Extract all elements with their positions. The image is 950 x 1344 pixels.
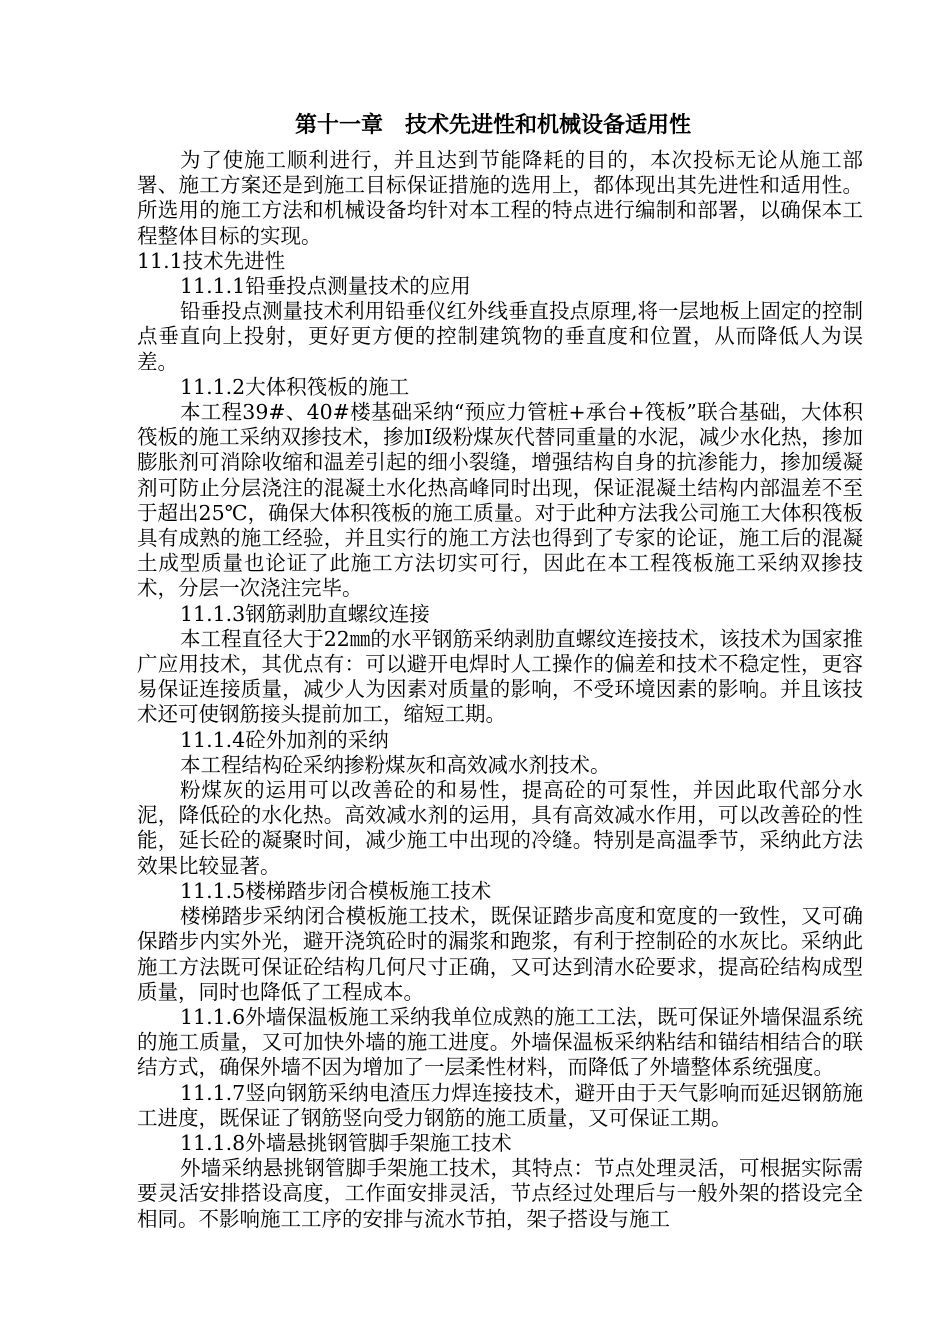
paragraph: 外墙采纳悬挑钢管脚手架施工技术，其特点：节点处理灵活，可根据实际需要灵活安排搭设高度，工作面安排灵活，节点经过处理后与一般外架的搭设完全相同。不影响施工工序的安排与流水节拍，架子搭设与施工 (137, 1156, 863, 1231)
paragraph: 楼梯踏步采纳闭合模板施工技术，既保证踏步高度和宽度的一致性，又可确保踏步内实外光，避开浇筑砼时的漏浆和跑浆，有利于控制砼的水灰比。采纳此施工方法既可保证砼结构几何尺寸正确，又可达到清水砼要求，提高砼结构成型质量，同时也降低了工程成本。 (137, 904, 863, 1004)
paragraph: 11.1.1铅垂投点测量技术的应用 (180, 274, 471, 299)
document-body (137, 148, 863, 1232)
paragraph: 11.1.3钢筋剥肋直螺纹连接 (180, 601, 430, 626)
paragraph: 11.1.6外墙保温板施工采纳我单位成熟的施工工法，既可保证外墙保温系统的施工质量，又可加快外墙的施工进度。外墙保温板采纳粘结和锚结相结合的联结方式，确保外墙不因为增加了一层柔性材料，而降低了外墙整体系统强度。 (137, 1004, 863, 1080)
paragraph: 粉煤灰的运用可以改善砼的和易性，提高砼的可泵性，并因此取代部分水泥，降低砼的水化热。高效减水剂的运用，具有高效减水作用，可以改善砼的性能，延长砼的凝聚时间，减少施工中出现的冷缝。特别是高温季节，采纳此方法效果比较显著。 (137, 778, 863, 878)
paragraph: 11.1.4砼外加剂的采纳 (180, 727, 389, 752)
chapter-title: 第十一章 技术先进性和机械设备适用性 (295, 113, 692, 138)
paragraph: 11.1.5楼梯踏步闭合模板施工技术 (180, 878, 492, 903)
paragraph: 本工程结构砼采纳掺粉煤灰和高效减水剂技术。 (180, 752, 611, 777)
paragraph: 11.1技术先进性 (137, 248, 286, 273)
paragraph: 本工程直径大于22㎜的水平钢筋采纳剥肋直螺纹连接技术，该技术为国家推广应用技术，其优点有：可以避开电焊时人工操作的偏差和技术不稳定性，更容易保证连接质量，减少人为因素对质量的影响，不受环境因素的影响。并且该技术还可使钢筋接头提前加工，缩短工期。 (137, 626, 863, 727)
paragraph: 铅垂投点测量技术利用铅垂仪红外线垂直投点原理,将一层地板上固定的控制点垂直向上投射，更好更方便的控制建筑物的垂直度和位置，从而降低人为误差。 (137, 299, 864, 374)
paragraph: 为了使施工顺利进行，并且达到节能降耗的目的，本次投标无论从施工部署、施工方案还是到施工目标保证措施的选用上，都体现出其先进性和适用性。所选用的施工方法和机械设备均针对本工程的特点进行编制和部署，以确保本工程整体目标的实现。 (137, 148, 863, 248)
document-page (137, 108, 863, 1232)
paragraph: 11.1.7竖向钢筋采纳电渣压力焊连接技术，避开由于天气影响而延迟钢筋施工进度，既保证了钢筋竖向受力钢筋的施工质量，又可保证工期。 (137, 1080, 863, 1130)
paragraph: 11.1.2大体积筏板的施工 (180, 374, 410, 399)
paragraph: 11.1.8外墙悬挑钢管脚手架施工技术 (180, 1130, 512, 1155)
paragraph: 本工程39#、40#楼基础采纳“预应力管桩+承台+筏板”联合基础，大体积筏板的施工采纳双掺技术，掺加Ⅰ级粉煤灰代替同重量的水泥，减少水化热，掺加膨胀剂可消除收缩和温差引起的细小裂缝，增强结构自身的抗渗能力，掺加缓凝剂可防止分层浇注的混凝土水化热高峰同时出现，保证混凝土结构内部温差不至于超出25℃，确保大体积筏板的施工质量。对于此种方法我公司施工大体积筏板具有成熟的施工经验，并且实行的施工方法也得到了专家的论证，施工后的混凝土成型质量也论证了此施工方法切实可行，因此在本工程筏板施工采纳双掺技术，分层一次浇注完毕。 (137, 400, 863, 601)
